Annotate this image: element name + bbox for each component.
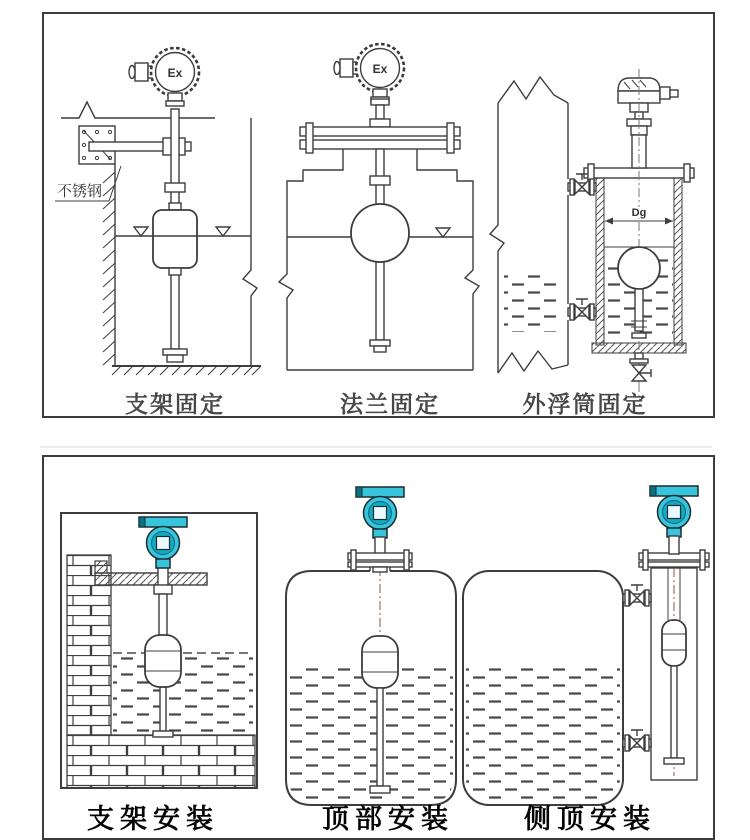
- head-stem: [669, 536, 679, 554]
- tank-water: [504, 270, 560, 332]
- neck: [370, 99, 390, 127]
- caption-side-top-installation: 侧顶安装: [524, 804, 656, 834]
- caption-flange-fixing: 法兰固定: [340, 391, 440, 417]
- float: [662, 620, 686, 666]
- water: [289, 668, 453, 802]
- ceiling-line: [61, 102, 215, 118]
- support-platform: [95, 561, 207, 585]
- caption-bracket-installation: 支架安装: [87, 804, 219, 834]
- float: [351, 204, 409, 262]
- rod-collar: [373, 567, 387, 572]
- float: [362, 636, 398, 688]
- head-stem: [158, 567, 168, 587]
- caption-bracket-fixing: 支架固定: [125, 391, 225, 417]
- upper-valve: [623, 585, 651, 606]
- installation-methods-panel: [42, 455, 715, 840]
- float: [153, 203, 197, 275]
- caption-external-chamber-fixing: 外浮筒固定: [522, 391, 648, 417]
- ground-hatching: [112, 366, 261, 375]
- water: [113, 653, 253, 733]
- lower-valve: [568, 299, 596, 320]
- float: [145, 635, 181, 687]
- diagram-external-chamber-fixing: [478, 25, 713, 400]
- diameter-label: Dg: [631, 207, 647, 219]
- caption-top-installation: 顶部安装: [322, 804, 454, 834]
- diagram-flange-fixing: [275, 30, 490, 395]
- vessel-right-wall: [243, 118, 257, 365]
- panel-gap-divider: [40, 446, 712, 448]
- stainless-steel-label: 不锈钢: [57, 183, 103, 200]
- tank-with-breaks: [490, 77, 568, 373]
- tank: [463, 571, 623, 805]
- diagram-bracket-fixing: [55, 30, 280, 395]
- fixing-methods-panel: [42, 12, 715, 418]
- stainless-steel-callout: [55, 166, 121, 201]
- diameter-dimension: [605, 207, 673, 225]
- diagram-side-top-installation: [455, 458, 717, 813]
- lower-valve: [623, 730, 651, 751]
- transmitter-head-assembly: [618, 78, 678, 168]
- wall-with-hatching: [103, 164, 115, 365]
- water: [466, 668, 620, 802]
- diagram-bracket-installation: [55, 495, 267, 795]
- head-stem: [375, 537, 385, 554]
